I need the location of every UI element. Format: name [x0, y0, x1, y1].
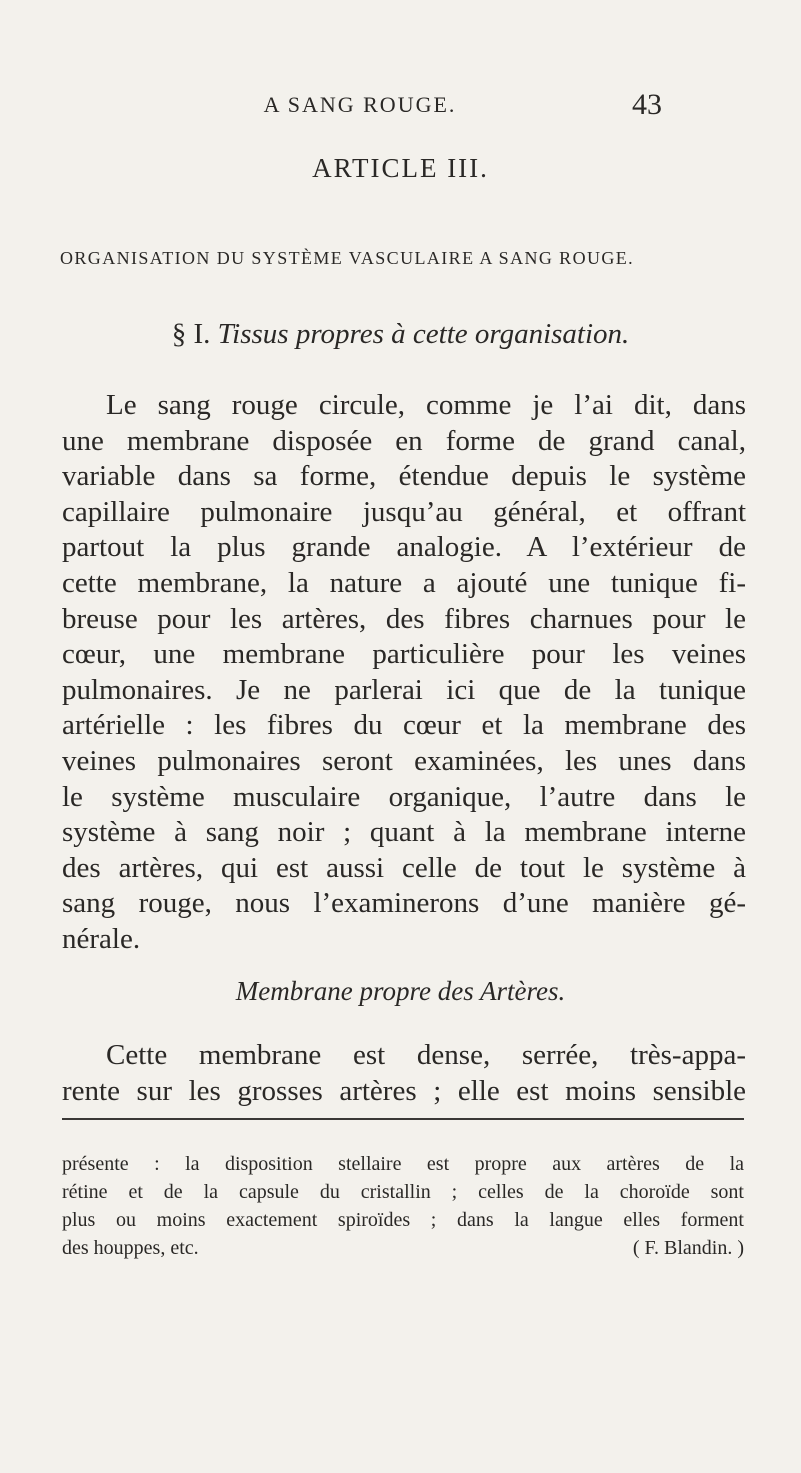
paragraph-2: [62, 1038, 746, 1109]
subsection-title: Tissus propres à cette organisation.: [217, 318, 630, 350]
footnote-signature: ( F. Blandin. ): [632, 1237, 744, 1259]
running-title: A SANG ROUGE.: [263, 92, 457, 117]
footnote-divider: [62, 1118, 744, 1120]
membrane-heading: Membrane propre des Artères.: [235, 976, 566, 1006]
footnote-line: des houppes, etc.: [62, 1237, 199, 1259]
text-line: des artères, qui est aussi celle de tout le système à: [62, 851, 746, 884]
text-line: cette membrane, la nature a ajouté une tunique fi-: [62, 566, 746, 599]
footnote-line: plus ou moins exactement spiroïdes ; dans la langue elles forment: [62, 1209, 744, 1231]
text-line: le système musculaire organique, l’autre dans le: [62, 780, 746, 813]
text-line: artérielle : les fibres du cœur et la membrane des: [62, 709, 746, 742]
text-line: Le sang rouge circule, comme je l’ai dit, dans: [106, 389, 746, 421]
text-line: rente sur les grosses artères ; elle est moins sensible: [62, 1074, 746, 1107]
text-line: partout la plus grande analogie. A l’extérieur de: [62, 531, 746, 564]
footnote-line: présente : la disposition stellaire est propre aux artères de la: [62, 1153, 744, 1175]
text-line: nérale.: [62, 922, 141, 955]
subsection-mark: § I.: [171, 318, 211, 350]
running-header: [0, 88, 801, 128]
text-line: pulmonaires. Je ne parlerai ici que de la tunique: [62, 673, 746, 706]
footnote-last-line: [62, 1234, 744, 1262]
page-number: 43: [632, 88, 662, 121]
text-line: sang rouge, nous l’examinerons d’une manière gé-: [62, 887, 746, 920]
section-heading: ORGANISATION DU SYSTÈME VASCULAIRE A SANG ROUGE.: [60, 248, 635, 268]
article-heading: ARTICLE III.: [312, 153, 489, 183]
text-line: Cette membrane est dense, serrée, très-appa-: [106, 1039, 746, 1071]
footnote-line: rétine et de la capsule du cristallin ; celles de la choroïde sont: [62, 1181, 744, 1203]
text-line: une membrane disposée en forme de grand canal,: [62, 424, 746, 457]
text-line: variable dans sa forme, étendue depuis le système: [62, 460, 746, 493]
text-line: breuse pour les artères, des fibres charnues pour le: [62, 602, 746, 635]
footnote: [62, 1150, 744, 1262]
subsection-heading: [0, 318, 801, 351]
text-line: cœur, une membrane particulière pour les veines: [62, 638, 746, 671]
text-line: veines pulmonaires seront examinées, les unes dans: [62, 744, 746, 777]
text-line: capillaire pulmonaire jusqu’au général, et offrant: [62, 495, 746, 528]
text-line: système à sang noir ; quant à la membrane interne: [62, 816, 746, 849]
paragraph-1: [62, 388, 746, 958]
